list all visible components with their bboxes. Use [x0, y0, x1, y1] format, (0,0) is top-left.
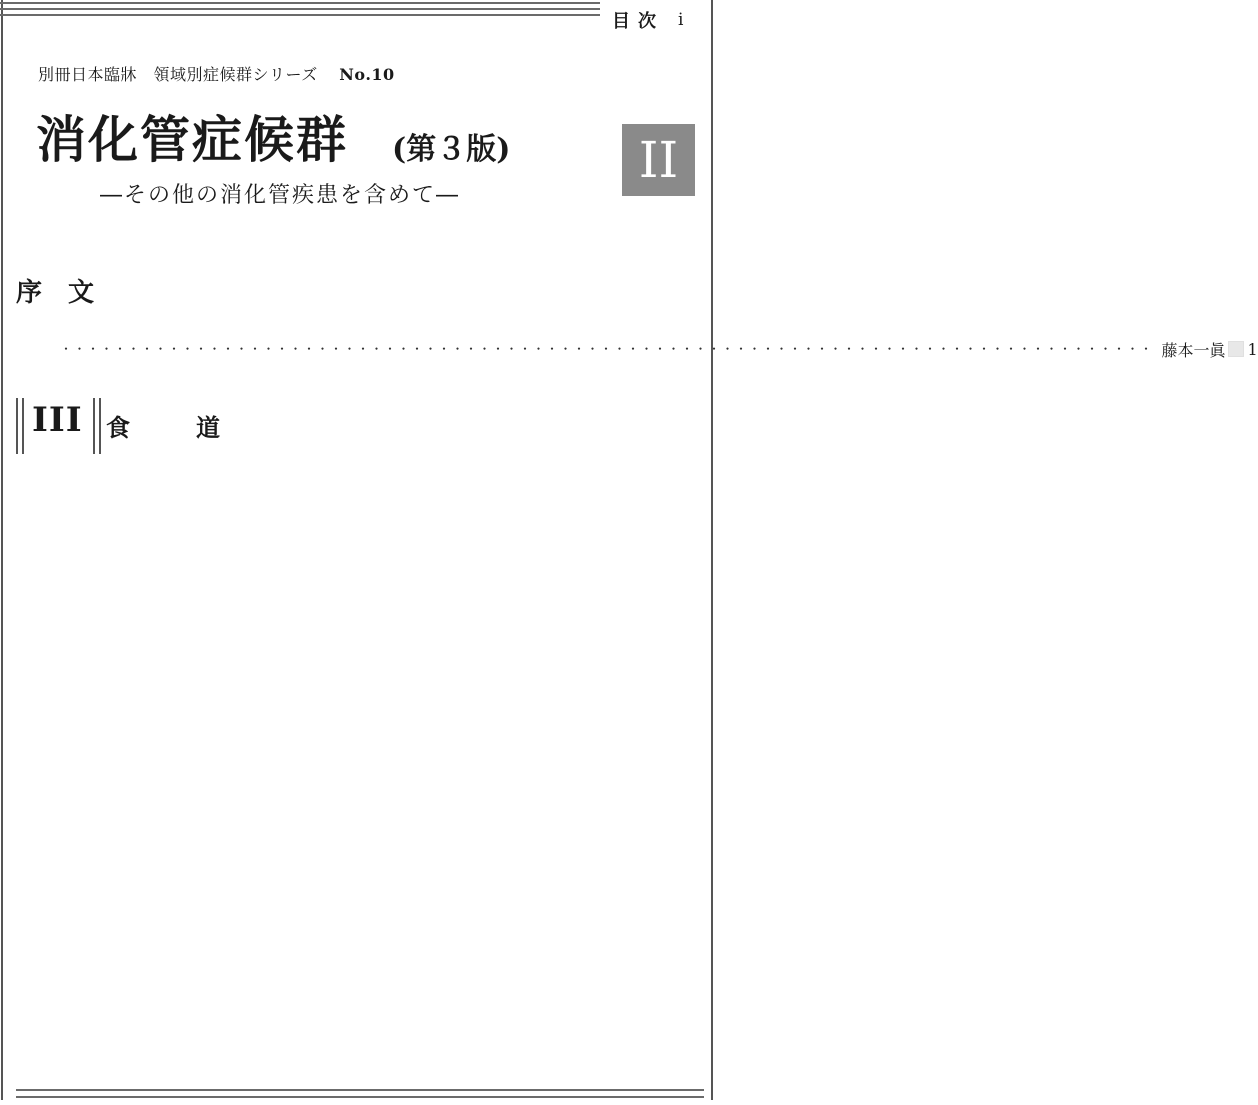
series-line [38, 62, 395, 85]
page-frame-right [711, 0, 713, 1100]
running-header [612, 6, 708, 34]
header-rule [0, 2, 600, 4]
author-family-name: 藤本 [1161, 340, 1194, 360]
edition-label: (第３版) [392, 132, 511, 167]
chapter-number: III [32, 400, 83, 440]
footer-rule [16, 1089, 704, 1091]
footer-rule [16, 1096, 704, 1098]
series-name: 別冊日本臨牀 領域別症候群シリーズ [38, 65, 318, 84]
author-given-name: 一眞 [1193, 340, 1226, 360]
book-title: 消化管症候群 [36, 110, 348, 169]
book-subtitle: ―その他の消化管疾患を含めて― [100, 183, 461, 208]
header-rule [0, 14, 600, 16]
series-number: No.10 [339, 65, 395, 84]
entry-page: 1 [1247, 339, 1258, 359]
chapter-title: 食道 [106, 414, 286, 442]
preface-heading: 序文 [16, 278, 121, 308]
toc-label: 目次 [612, 11, 664, 32]
header-rule [0, 8, 600, 10]
page-number-roman: i [678, 10, 684, 30]
page-frame-left [1, 0, 3, 1100]
volume-badge: II [622, 124, 695, 196]
preface-entry[interactable] [48, 336, 1258, 362]
leader-dots: ・・・・・・・・・・・・・・・・・・・・・・・・・・・・・・・・・・・・・・・・・・・・・・・・・・・・・・・・・・・・・・・・・・・・・・・・・・・・・・・・・ [60, 342, 1154, 356]
entry-author [1154, 338, 1226, 361]
marker-square [1228, 341, 1244, 357]
